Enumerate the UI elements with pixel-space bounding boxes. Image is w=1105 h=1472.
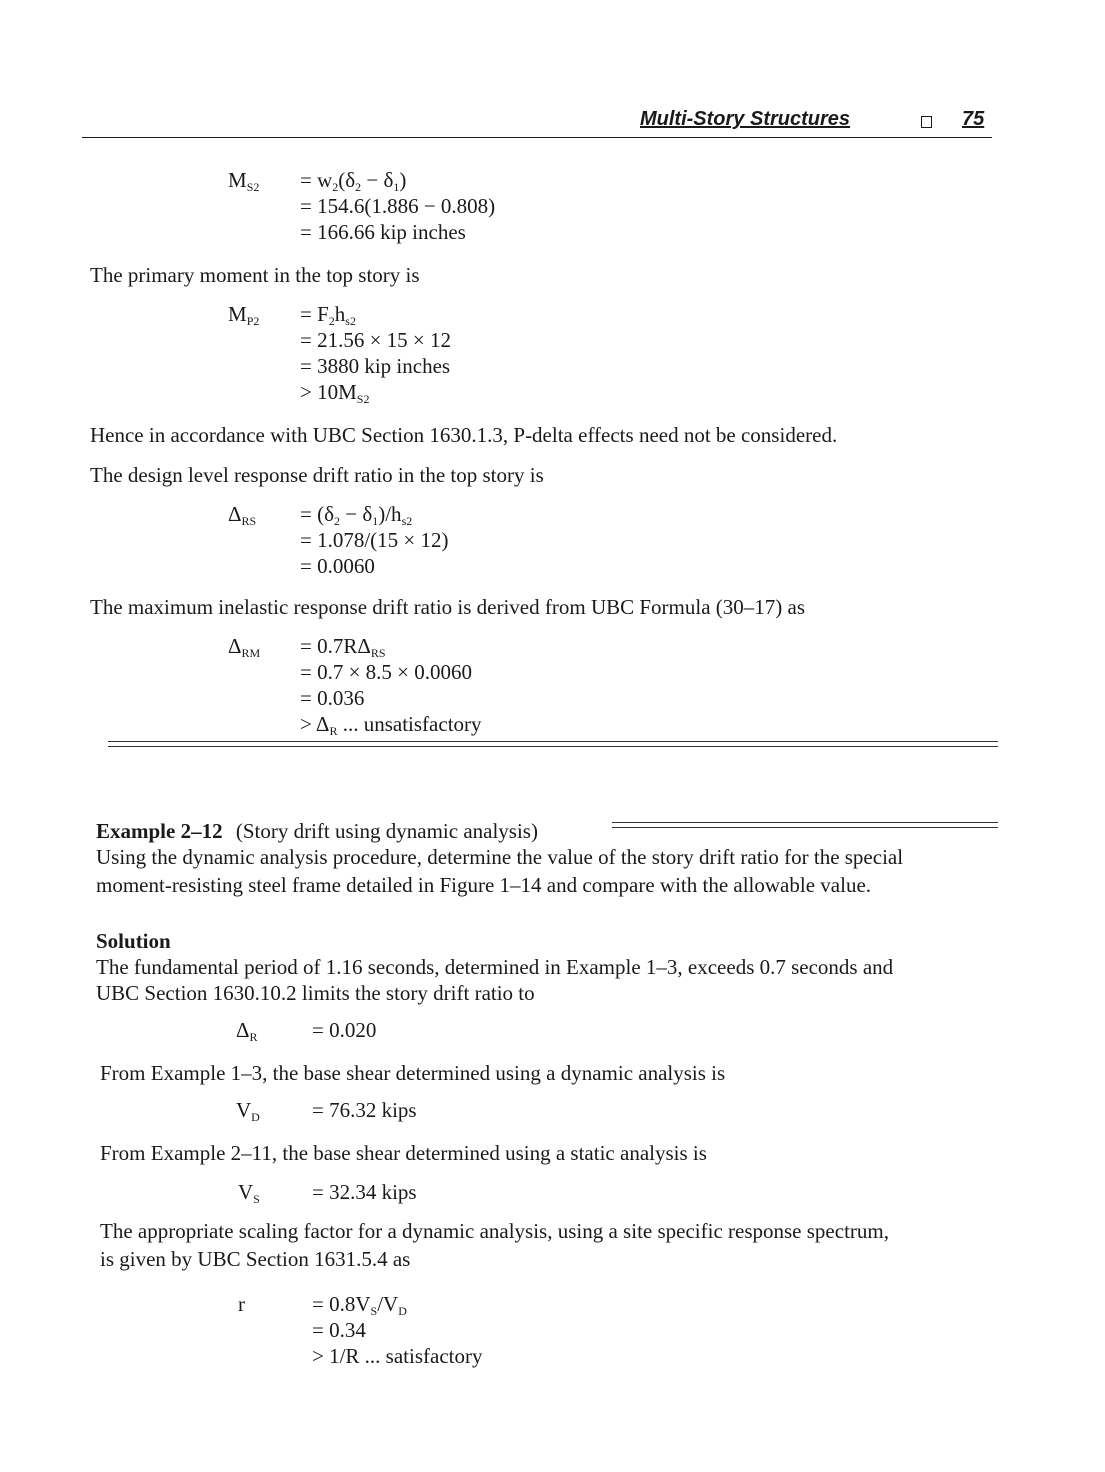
- paragraph: UBC Section 1630.10.2 limits the story drift ratio to: [96, 981, 535, 1005]
- equation-line: = 0.34: [312, 1318, 366, 1342]
- equation-lhs: $\Delta_R$: [236, 1018, 258, 1044]
- equation-line: = 0.0060: [300, 554, 375, 578]
- equation-lhs: $\Delta_{RM}$: [228, 634, 261, 660]
- example-title: (Story drift using dynamic analysis): [235, 819, 538, 843]
- equation-line: > $10M_{S2}$: [300, 380, 370, 406]
- paragraph: From Example 2–11, the base shear determined using a static analysis is: [100, 1141, 707, 1165]
- end-rule: [108, 746, 998, 747]
- paragraph: is given by UBC Section 1631.5.4 as: [100, 1247, 411, 1271]
- equation-line: = 21.56 × 15 × 12: [300, 328, 452, 352]
- equation-line: = 0.036: [300, 686, 365, 710]
- equation-line: = 3880 kip inches: [300, 354, 451, 378]
- equation-lhs: $V_S$: [238, 1180, 260, 1206]
- paragraph: moment-resisting steel frame detailed in Figure 1–14 and compare with the allowable value.: [96, 873, 872, 897]
- page-number: 75: [962, 108, 985, 130]
- paragraph: The appropriate scaling factor for a dynamic analysis, using a site specific response spectrum,: [100, 1219, 889, 1243]
- equation-line: = $(\delta_2 - \delta_1)/h_{s2}$: [300, 502, 413, 528]
- equation-line: > $\Delta_R$ ... unsatisfactory: [300, 712, 482, 738]
- header-rule: [82, 137, 992, 138]
- equation-lhs: r: [238, 1292, 245, 1316]
- paragraph: From Example 1–3, the base shear determined using a dynamic analysis is: [100, 1061, 726, 1085]
- equation-line: = 76.32 kips: [312, 1098, 417, 1122]
- equation-lhs: $M_{S2}$: [228, 168, 260, 194]
- equation-line: = $0.7R\Delta_{RS}$: [300, 634, 386, 660]
- paragraph: The maximum inelastic response drift ratio is derived from UBC Formula (30–17) as: [90, 595, 806, 619]
- equation-line: = 32.34 kips: [312, 1180, 417, 1204]
- example-rule: [612, 822, 998, 823]
- equation-lhs: $V_D$: [236, 1098, 260, 1124]
- equation-line: = 1.078/(15 × 12): [300, 528, 449, 552]
- equation-lhs: $\Delta_{RS}$: [228, 502, 257, 528]
- equation-line: = 166.66 kip inches: [300, 220, 466, 244]
- paragraph: The fundamental period of 1.16 seconds, determined in Example 1–3, exceeds 0.7 seconds and: [96, 955, 894, 979]
- square-icon: [921, 116, 932, 128]
- solution-heading: Solution: [96, 929, 171, 953]
- equation-line: > 1/R ... satisfactory: [312, 1344, 483, 1368]
- equation-line: = 0.020: [312, 1018, 377, 1042]
- running-head: [640, 108, 995, 134]
- section-title: Multi-Story Structures: [640, 108, 851, 130]
- equation-line: = $w_2(\delta_2 - \delta_1)$: [300, 168, 407, 194]
- equation-line: = 154.6(1.886 − 0.808): [300, 194, 496, 218]
- example-label: Example 2–12: [96, 819, 223, 843]
- paragraph: The design level response drift ratio in the top story is: [90, 463, 544, 487]
- end-rule: [108, 741, 998, 742]
- paragraph: Hence in accordance with UBC Section 1630.1.3, P-delta effects need not be considered.: [90, 423, 838, 447]
- example-rule: [612, 827, 998, 828]
- equation-line: = 0.7 × 8.5 × 0.0060: [300, 660, 473, 684]
- paragraph: The primary moment in the top story is: [90, 263, 420, 287]
- equation-lhs: $M_{P2}$: [228, 302, 260, 328]
- equation-line: = $F_2h_{s2}$: [300, 302, 356, 328]
- paragraph: Using the dynamic analysis procedure, determine the value of the story drift ratio for the special: [96, 845, 904, 869]
- equation-line: = $0.8V_S/V_D$: [312, 1292, 407, 1318]
